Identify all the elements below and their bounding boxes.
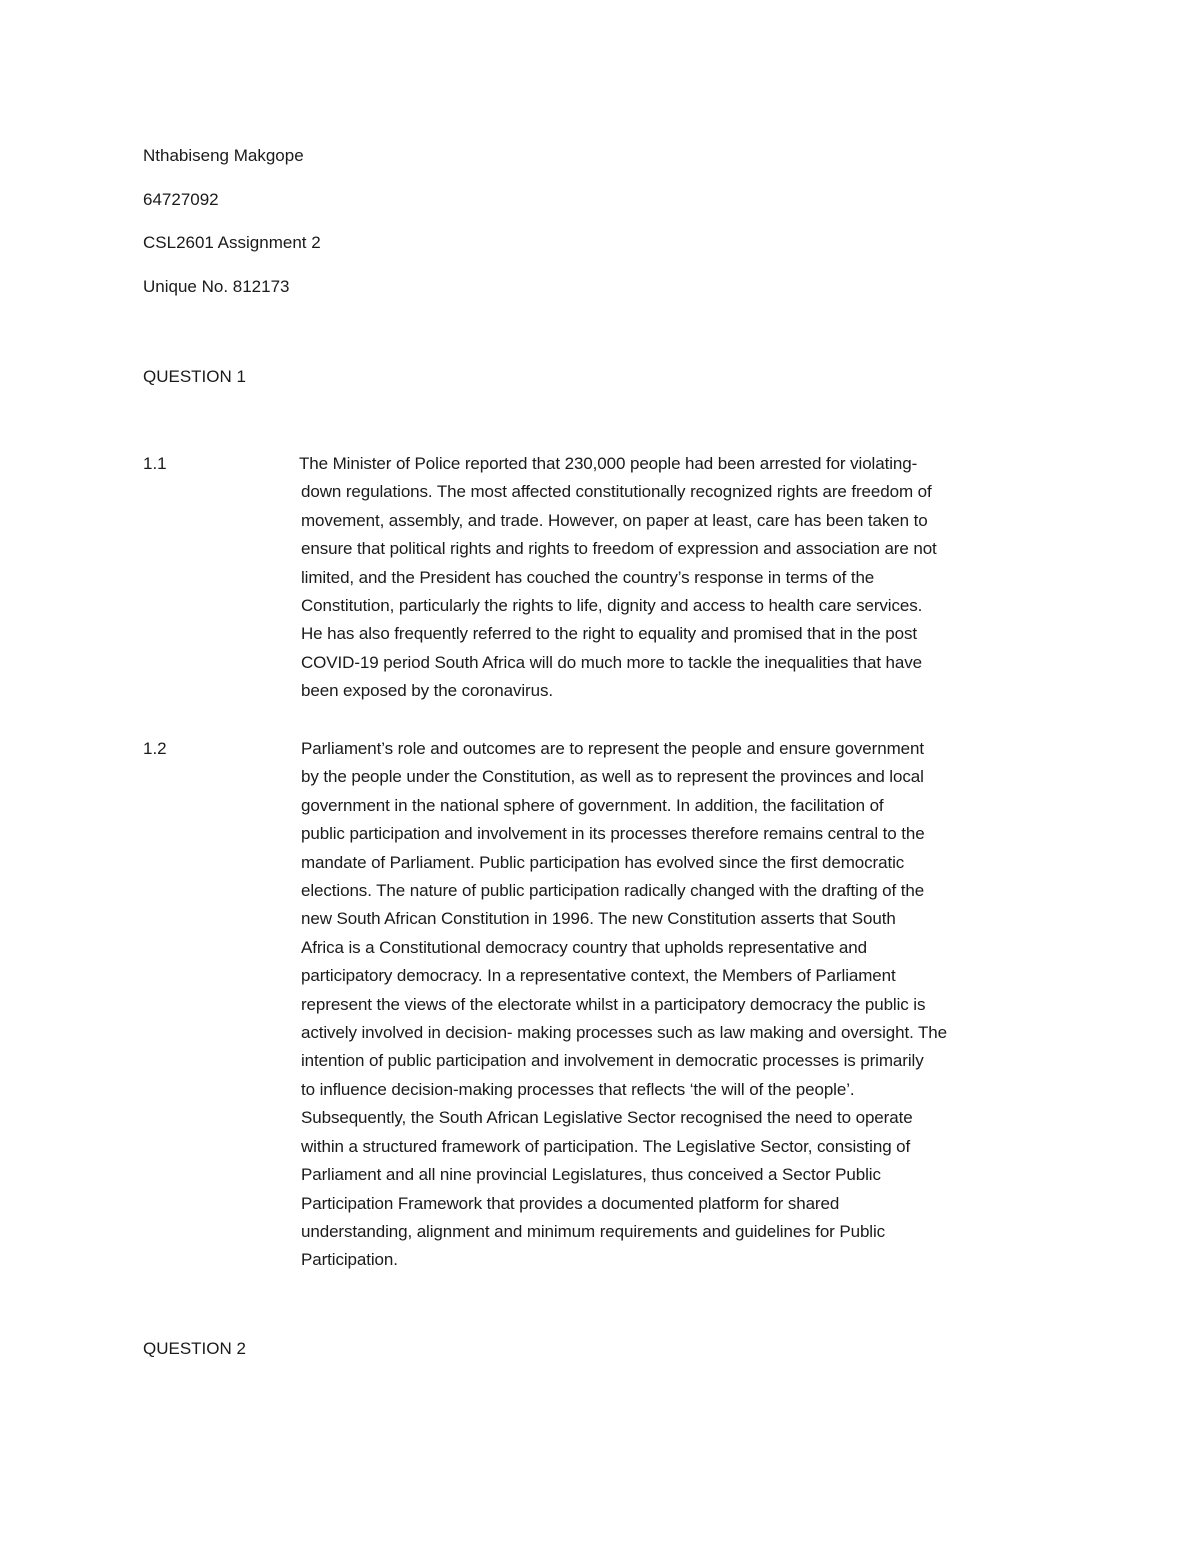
paragraph-line: COVID-19 period South Africa will do much more to tackle the inequalities that have [301, 652, 923, 672]
unique-number: Unique No. 812173 [143, 277, 290, 296]
paragraph-line: elections. The nature of public participation radically changed with the drafting of the [301, 881, 925, 901]
question-2-heading: QUESTION 2 [143, 1339, 246, 1358]
paragraph-line: limited, and the President has couched the country’s response in terms of the [301, 567, 875, 587]
paragraph-line: by the people under the Constitution, as well as to represent the provinces and local [301, 767, 924, 787]
paragraph-line: Parliament and all nine provincial Legislatures, thus conceived a Sector Public [301, 1165, 881, 1185]
student-number: 64727092 [143, 190, 219, 209]
paragraph-line: government in the national sphere of government. In addition, the facilitation of [301, 795, 884, 815]
paragraph-line: Constitution, particularly the rights to life, dignity and access to health care services. [301, 596, 923, 616]
paragraph-line: public participation and involvement in its processes therefore remains central to the [301, 824, 925, 844]
paragraph-line: ensure that political rights and rights to freedom of expression and association are not [301, 539, 937, 559]
paragraph-line: been exposed by the coronavirus. [301, 681, 553, 701]
paragraph-line: Subsequently, the South African Legislative Sector recognised the need to operate [301, 1108, 913, 1128]
item-1-1-number: 1.1 [143, 454, 167, 473]
paragraph-line: Parliament’s role and outcomes are to represent the people and ensure government [301, 739, 924, 758]
paragraph-line: understanding, alignment and minimum requirements and guidelines for Public [301, 1221, 886, 1241]
item-1-1-paragraph [299, 450, 1064, 706]
paragraph-line: He has also frequently referred to the right to equality and promised that in the post [301, 624, 918, 644]
author-name: Nthabiseng Makgope [143, 146, 304, 165]
paragraph-line: Participation. [301, 1250, 398, 1270]
paragraph-line: intention of public participation and involvement in democratic processes is primarily [301, 1051, 924, 1071]
paragraph-line: movement, assembly, and trade. However, on paper at least, care has been taken to [301, 510, 928, 530]
paragraph-line: The Minister of Police reported that 230,000 people had been arrested for violating- [299, 454, 918, 473]
item-1-2-paragraph [301, 735, 1066, 1275]
paragraph-line: new South African Constitution in 1996. The new Constitution asserts that South [301, 909, 896, 929]
item-1-2-number: 1.2 [143, 739, 167, 758]
question-1-heading: QUESTION 1 [143, 367, 246, 386]
paragraph-line: mandate of Parliament. Public participation has evolved since the first democratic [301, 852, 905, 872]
paragraph-line: within a structured framework of participation. The Legislative Sector, consisting of [301, 1136, 911, 1156]
paragraph-line: to influence decision-making processes that reflects ‘the will of the people’. [301, 1079, 855, 1099]
paragraph-line: Participation Framework that provides a documented platform for shared [301, 1193, 840, 1213]
paragraph-line: participatory democracy. In a representative context, the Members of Parliament [301, 966, 896, 986]
paragraph-line: down regulations. The most affected constitutionally recognized rights are freedom of [301, 482, 932, 502]
assignment-title: CSL2601 Assignment 2 [143, 233, 321, 252]
paragraph-line: represent the views of the electorate whilst in a participatory democracy the public is [301, 994, 926, 1014]
paragraph-line: actively involved in decision- making processes such as law making and oversight. The [301, 1023, 948, 1043]
paragraph-line: Africa is a Constitutional democracy country that upholds representative and [301, 937, 867, 957]
